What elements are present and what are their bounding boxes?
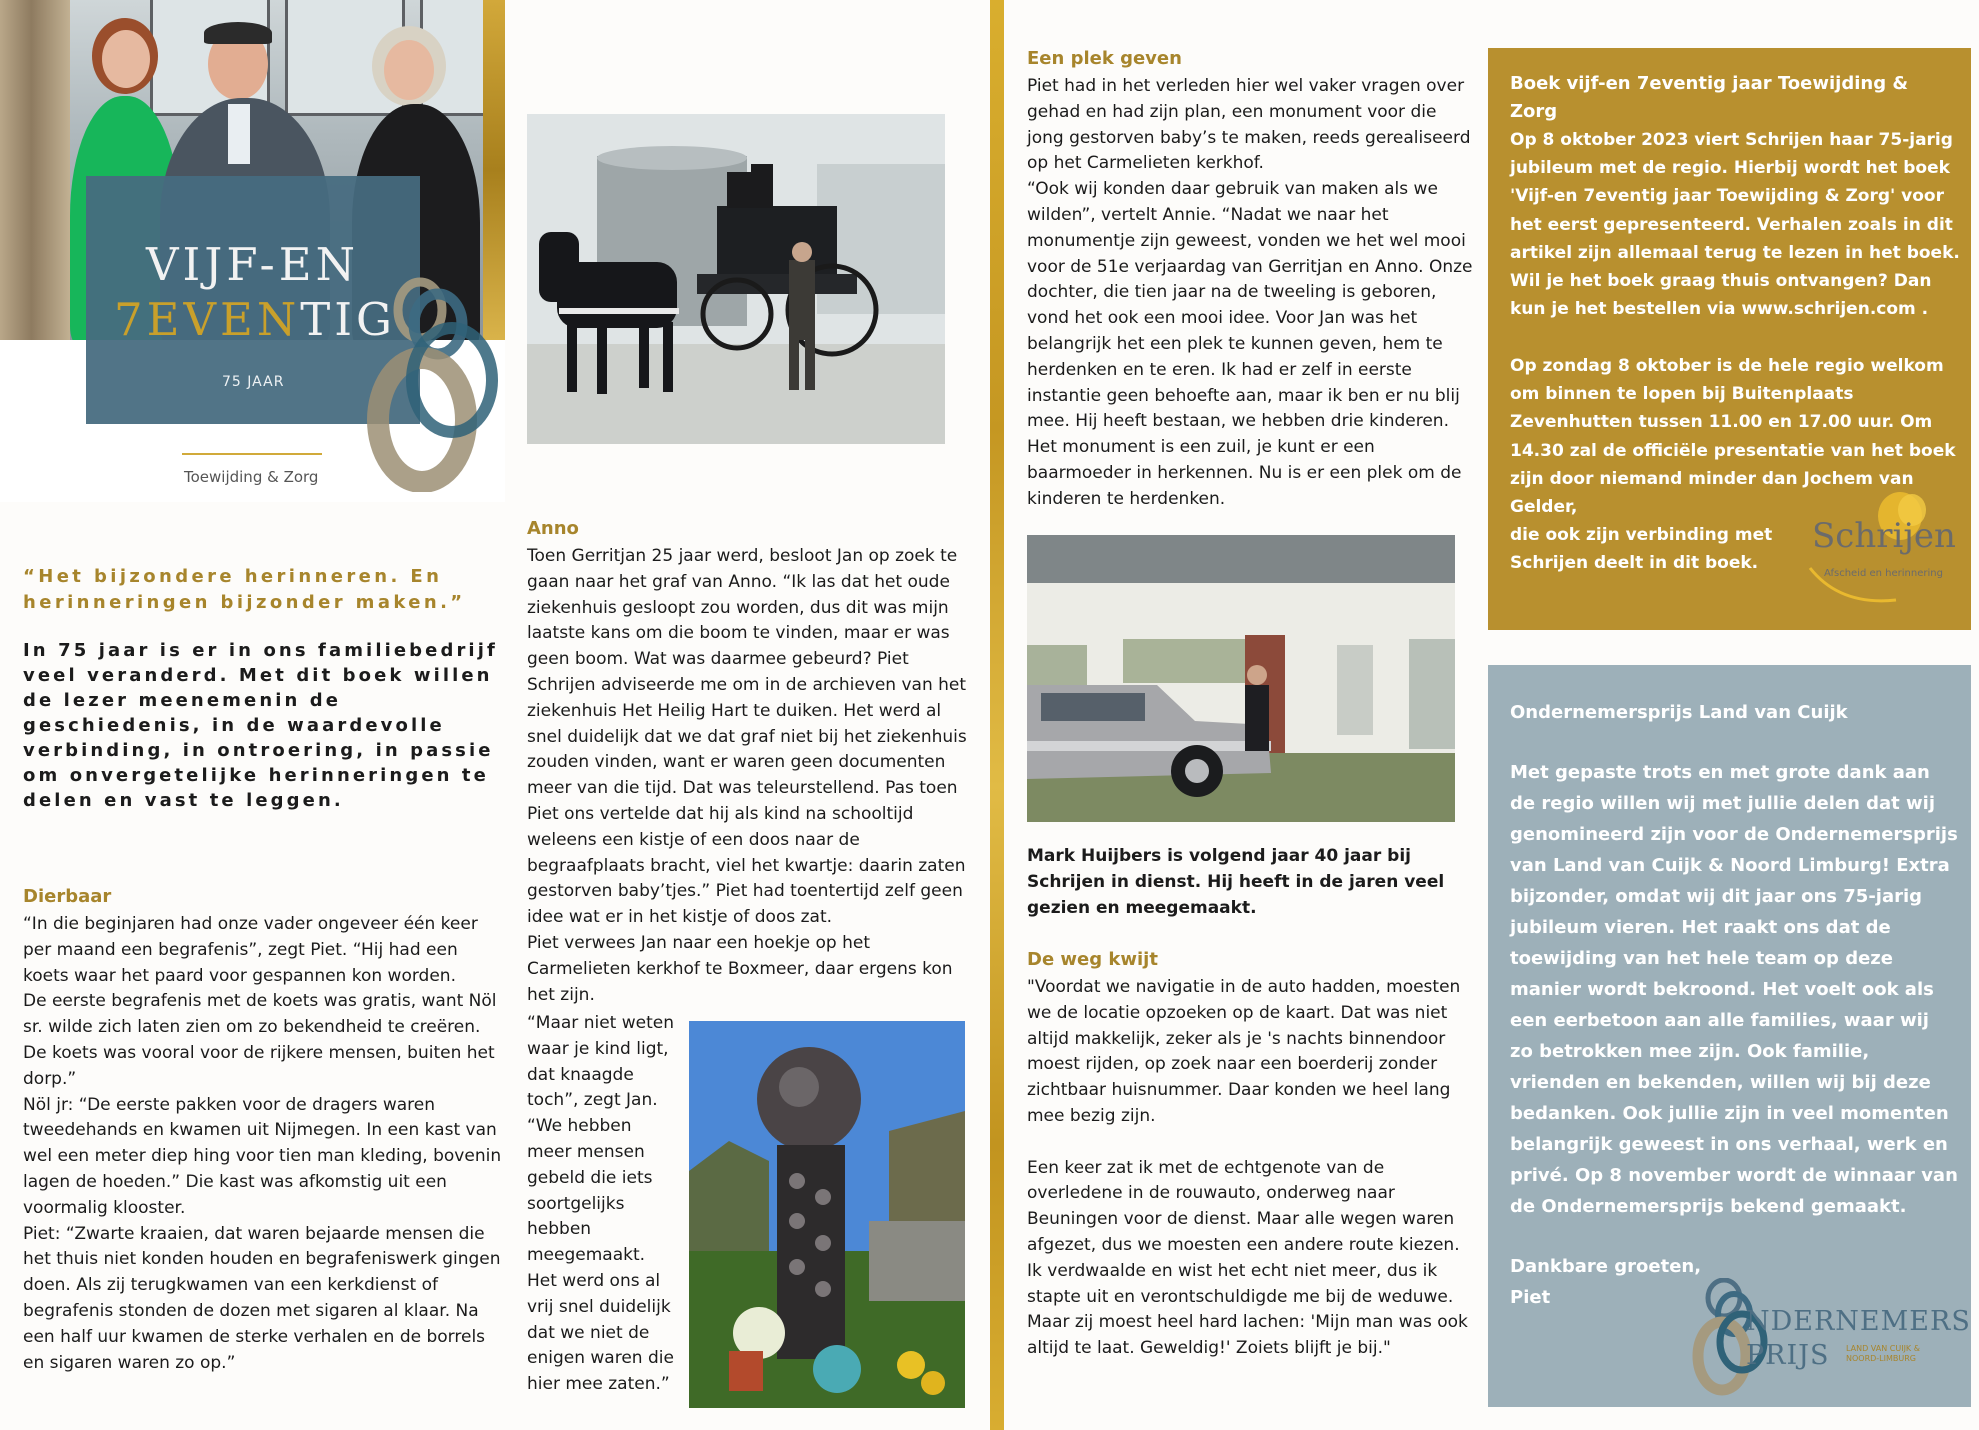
horse-carriage-icon [527,114,945,444]
heading-de-weg-kwijt: De weg kwijt [1027,949,1158,970]
intro-text: In 75 jaar is er in ons familiebedrijf veel veranderd. Met dit boek willen de lezer meenemenin de geschiedenis, in de waardevolle verbinding, in ontroering, in passie om onvergetelijke herinneringen te delen en vast te leggen. [23,640,498,811]
heading-een-plek-geven: Een plek geven [1027,48,1182,69]
carriage-photo [527,114,945,444]
monument-photo [689,1021,965,1408]
gold-divider [990,0,1004,1430]
heading-dierbaar: Dierbaar [23,886,112,907]
intro-quote: “Het bijzondere herinneren. En herinneringen bijzonder maken.” [23,566,466,613]
hearse-garage-icon [1027,535,1455,822]
book-box-para1: Op 8 oktober 2023 viert Schrijen haar 75-jarig jubileum met de regio. Hierbij wordt het boek 'Vijf-en 7eventig jaar Toewijding & Zorg' voor het eerst gepresenteerd. Verhalen zoals in dit artikel zijn allemaal terug te lezen in het boek. Wil je het boek graag thuis ontvangen? Dan kun je het bestellen via www.schrijen.com . [1510,130,1960,320]
anno-narrow-text: “Maar niet weten waar je kind ligt, dat knaagde toch”, zegt Jan. “We hebben meer mensen gebeld die iets soortgelijks hebben meegemaakt. Het werd ons al vrij snel duidelijk dat we niet de enigen waren die hier mee zaten.” [527,1013,674,1395]
ondernemersprijs-logo-icon [1690,1278,1960,1396]
eighty-logo-icon [360,262,505,492]
prize-logo-subtitle: LAND VAN CUIJK & NOORD-LIMBURG [1846,1344,1920,1363]
prize-box-title: Ondernemersprijs Land van Cuijk [1510,702,1848,723]
book-box-para2: Op zondag 8 oktober is de hele regio welkom om binnen te lopen bij Buitenplaats Zevenhutten tussen 11.00 en 17.00 uur. Om 14.30 zal de officiële presentatie van het boek zijn door niemand minder dan Jochem van Gelder, die ook zijn verbinding met Schrijen deelt in dit boek. [1510,356,1956,574]
prize-box-para: Met gepaste trots en met grote dank aan de regio willen wij met jullie delen dat wij genomineerd zijn voor de Ondernemersprijs van Land van Cuijk & Noord Limburg! Extra bijzonder, omdat wij dit jaar ons 75-jarig jubileum vieren. Het raakt ons dat de toewijding van het hele team op deze manier wordt bekroond. Het voelt ook als een eerbetoon aan alle families, waar wij zo betrokken mee zijn. Ook familie, vrienden en bekenden, willen wij bij deze bedanken. Ook jullie zijn in veel momenten belangrijk geweest in ons verhaal, werk en privé. Op 8 november wordt de winnaar van de Ondernemersprijs bekend gemaakt. [1510,762,1958,1217]
cover-block [0,0,505,502]
schrijen-logo-tagline: Afscheid en herinnering [1824,568,1943,579]
photo-caption: Mark Huijbers is volgend jaar 40 jaar bij Schrijen in dienst. Hij heeft in de jaren veel gezien en meegemaakt. [1027,846,1445,918]
heading-anno: Anno [527,518,579,539]
plek-text: Piet had in het verleden hier wel vaker vragen over gehad en had zijn plan, een monument voor die jong gestorven baby’s te maken, reeds gerealiseerd op het Carmelieten kerkhof. “Ook wij konden daar gebruik van maken als we wilden”, vertelt Annie. “Nadat we naar het monumentje zijn geweest, vonden we het wel mooi voor de 51e verjaardag van Gerritjan en Anno. Onze dochter, die tien jaar na de tweeling is geboren, vond het ook een mooi idee. Voor Jan was het belangrijk het een plek te kunnen geven, hem te herdenken en te eren. Ik had er zelf in eerste instantie geen behoefte aan, maar ik ben er nu blij mee. Hij heeft bestaan, we hebben drie kinderen. Het monument is een zuil, je kunt er een baarmoeder in herkennen. Nu is er een plek om de kinderen te herdenken. [1027,76,1473,509]
dierbaar-text: “In die beginjaren had onze vader ongeveer één keer per maand een begrafenis”, zegt Piet. “Hij had een koets waar het paard voor gespannen kon worden. De eerste begrafenis met de koets was gratis, want Nöl sr. wilde zich laten zien om zo bekendheid te creëren. De koets was vooral voor de rijkere mensen, buiten het dorp.” Nöl jr: “De eerste pakken voor de dragers waren tweedehands en kwamen uit Nijmegen. In een kast van wel een meter diep hing voor tien man kleding, bovenin lagen de hoeden.” Die kast was afkomstig uit een voormalig klooster. Piet: “Zwarte kraaien, dat waren bejaarde mensen die het thuis niet konden houden en begrafeniswerk gingen doen. Als zij terugkwamen van een kerkdienst of begrafenis stonden de dozen met sigaren al klaar. Na een half uur kwamen de sterke verhalen en de borrels en sigaren waren zo op.” [23,914,502,1373]
cover-divider [182,453,322,455]
prize-logo-word1: NDERNEMERS [1746,1306,1971,1337]
prize-logo-word2: PRIJS [1746,1340,1830,1371]
monument-icon [689,1021,965,1408]
cover-title-line2: 7EVENTIG [114,293,396,346]
cover-title-line1: VIJF-EN [146,238,359,291]
prize-box-closing2: Piet [1510,1287,1551,1308]
schrijen-logo-word: Schrijen [1812,516,1956,556]
prize-box-closing1: Dankbare groeten, [1510,1256,1702,1277]
cover-subtitle: Toewijding & Zorg [184,468,319,486]
anno-text: Toen Gerritjan 25 jaar werd, besloot Jan op zoek te gaan naar het graf van Anno. “Ik las dat het oude ziekenhuis gesloopt zou worden, dus dit was mijn laatste kans om die boom te vinden, maar er was geen boom. Wat was daarmee gebeurd? Piet Schrijen adviseerde me om in de archieven van het ziekenhuis Het Heilig Hart te duiken. Het werd al snel duidelijk dat we dat graf niet bij het ziekenhuis zouden vinden, want er waren geen documenten meer van die tijd. Dat was teleurstellend. Pas toen Piet ons vertelde dat hij als kind na schooltijd weleens een kistje of een doos naar de begraafplaats bracht, viel het kwartje: daarin zaten gestorven baby’tjes.” Piet had toentertijd zelf geen idee wat er in het kistje of doos zat. Piet verwees Jan naar een hoekje op het Carmelieten kerkhof te Boxmeer, daar ergens kon het zijn. [527,546,967,1005]
weg-text: "Voordat we navigatie in de auto hadden, moesten we de locatie opzoeken op de kaart. Dat was niet altijd makkelijk, zeker als je 's nachts binnendoor moest rijden, op zoek naar een boerderij zonder zichtbaar huisnummer. Daar konden we heel lang mee bezig zijn. Een keer zat ik met de echtgenote van de overledene in de rouwauto, onderweg naar Beuningen voor de dienst. Maar alle wegen waren afgezet, dus we moesten een andere route kiezen. Ik verdwaalde en wist het echt niet meer, dus ik stapte uit en verontschuldigde me bij de weduwe. Maar zij moest heel hard lachen: 'Mijn man was ook altijd te laat. Geweldig!' Zoiets blijft je bij." [1027,977,1468,1359]
cover-years: 75 JAAR [222,374,285,390]
garage-photo [1027,535,1455,822]
book-box-title: Boek vijf-en 7eventig jaar Toewijding & Zorg [1510,73,1909,123]
